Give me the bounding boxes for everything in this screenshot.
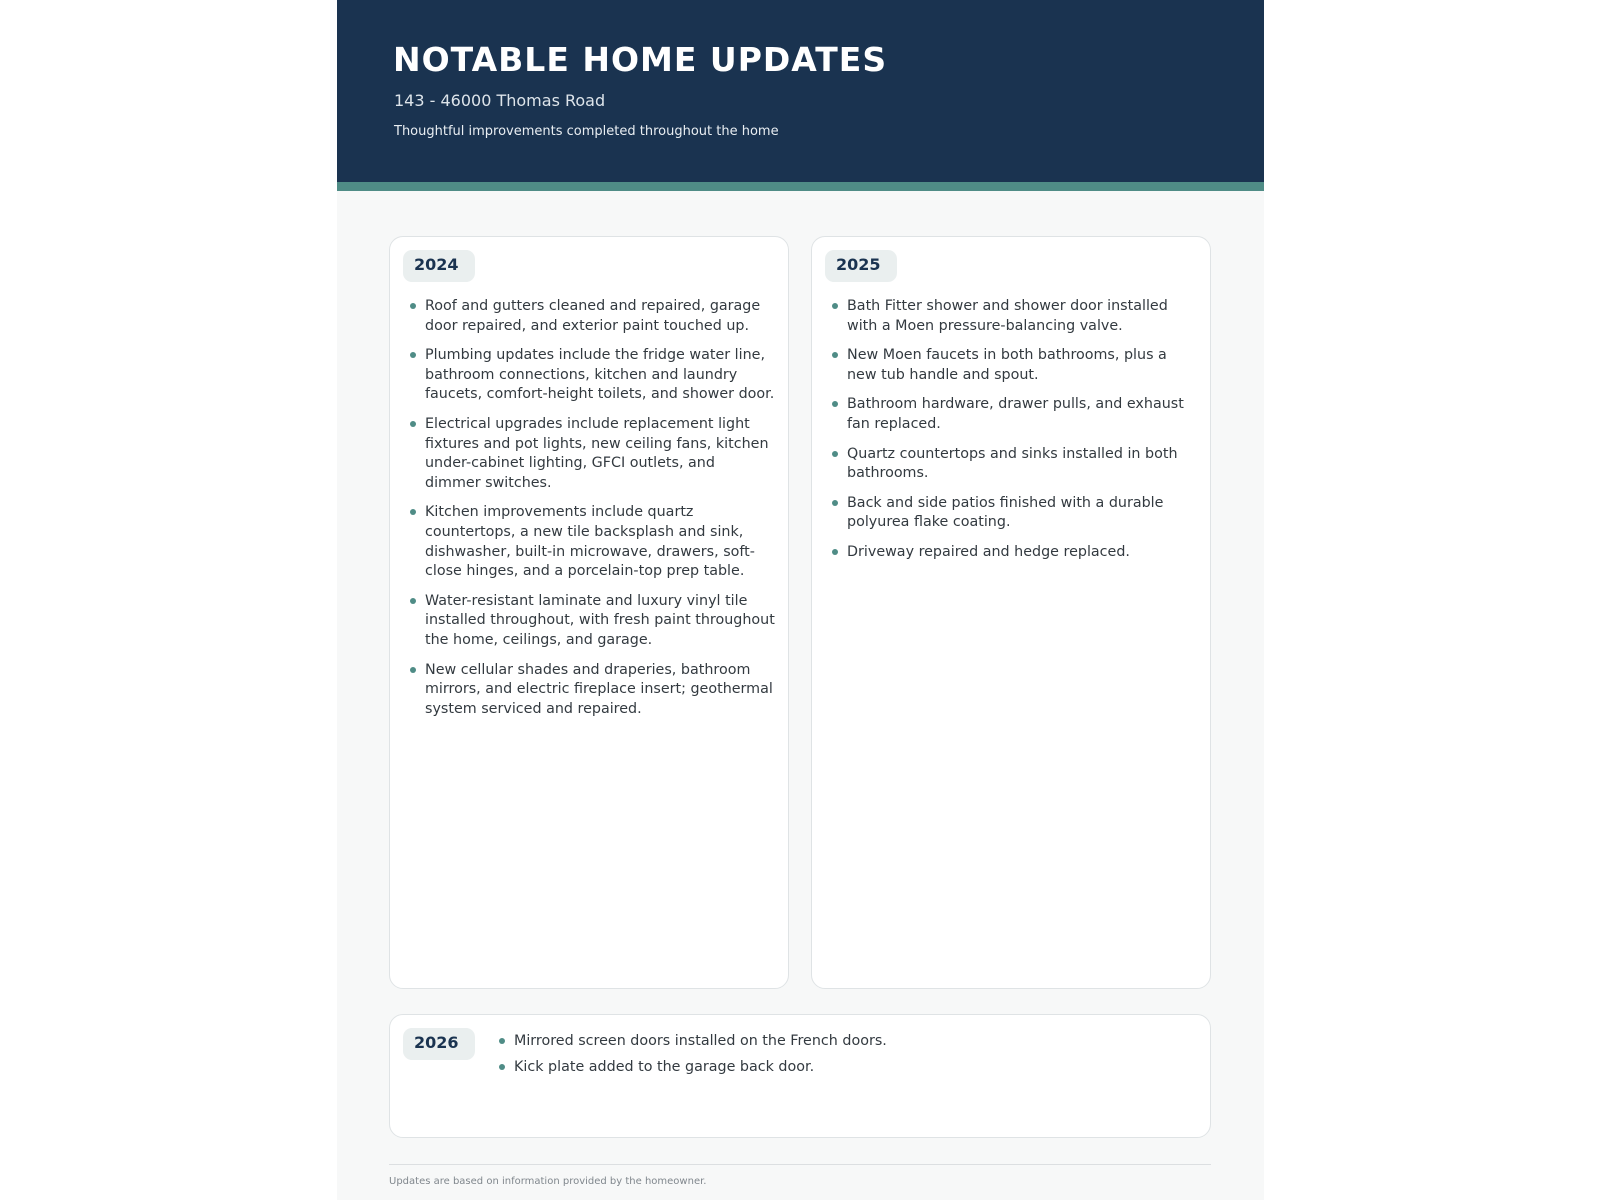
update-list [514, 1032, 1174, 1084]
update-list [425, 297, 775, 729]
list-item-text: Kick plate added to the garage back door. [514, 1059, 815, 1076]
year-card-2026 [389, 1014, 1211, 1138]
list-item-text: New cellular shades and draperies, bathroom mirrors, and electric fireplace insert; geothermal system serviced and repaired. [425, 661, 773, 717]
property-address: 143 - 46000 Thomas Road [394, 91, 606, 110]
bullet-dot [832, 303, 838, 309]
list-item [847, 395, 1197, 434]
list-item-text: Roof and gutters cleaned and repaired, garage door repaired, and exterior paint touched up. [425, 298, 761, 334]
footer-divider [389, 1164, 1211, 1165]
page-title: NOTABLE HOME UPDATES [393, 40, 888, 79]
list-item-text: Water-resistant laminate and luxury vinyl tile installed throughout, with fresh paint throughout the home, ceilings, and garage. [425, 592, 775, 648]
list-item-text: New Moen faucets in both bathrooms, plus a new tub handle and spout. [847, 347, 1167, 383]
list-item-text: Bath Fitter shower and shower door installed with a Moen pressure-balancing valve. [847, 298, 1168, 334]
list-item [425, 415, 775, 493]
bullet-dot [410, 303, 416, 309]
bullet-dot [410, 421, 416, 427]
list-item-text: Mirrored screen doors installed on the French doors. [514, 1033, 887, 1049]
list-item [847, 346, 1197, 385]
list-item [514, 1032, 1174, 1052]
bullet-dot [410, 598, 416, 604]
bullet-dot [410, 352, 416, 358]
list-item-text: Bathroom hardware, drawer pulls, and exhaust fan replaced. [847, 396, 1184, 432]
bullet-dot [832, 549, 838, 555]
header-accent-bar [337, 182, 1264, 191]
list-item-text: Quartz countertops and sinks installed in both bathrooms. [847, 445, 1178, 482]
bullet-dot [410, 509, 416, 515]
list-item-text: Plumbing updates include the fridge water line, bathroom connections, kitchen and laundry faucets, comfort-height toilets, and shower door. [425, 347, 775, 403]
year-badge: 2026 [403, 1028, 475, 1060]
header-subtitle: Thoughtful improvements completed throughout the home [394, 124, 779, 139]
list-item [847, 297, 1197, 336]
year-badge: 2024 [403, 250, 475, 282]
year-card-2025 [811, 236, 1211, 989]
bullet-dot [499, 1064, 505, 1070]
list-item [425, 297, 775, 336]
list-item-text: Electrical upgrades include replacement light fixtures and pot lights, new ceiling fans, kitchen under-cabinet lighting, GFCI outlets, and dimmer switches. [425, 415, 769, 491]
header-banner [337, 0, 1264, 182]
bullet-dot [832, 401, 838, 407]
bullet-dot [832, 451, 838, 457]
list-item [425, 592, 775, 651]
list-item [847, 494, 1197, 533]
list-item [847, 543, 1197, 563]
bullet-dot [832, 500, 838, 506]
bullet-dot [410, 667, 416, 673]
bullet-dot [832, 352, 838, 358]
list-item [425, 346, 775, 405]
list-item [425, 503, 775, 581]
list-item-text: Driveway repaired and hedge replaced. [847, 543, 1130, 560]
list-item [514, 1058, 1174, 1078]
footer-note: Updates are based on information provided by the homeowner. [389, 1176, 707, 1187]
update-list [847, 297, 1197, 573]
list-item-text: Kitchen improvements include quartz countertops, a new tile backsplash and sink, dishwasher, built-in microwave, drawers, soft-close hinges, and a porcelain-top prep table. [425, 504, 755, 580]
bullet-dot [499, 1038, 505, 1044]
year-card-2024 [389, 236, 789, 989]
list-item [847, 445, 1197, 484]
list-item [425, 661, 775, 720]
year-badge: 2025 [825, 250, 897, 282]
document-page [337, 0, 1264, 1200]
list-item-text: Back and side patios finished with a durable polyurea flake coating. [847, 494, 1164, 531]
